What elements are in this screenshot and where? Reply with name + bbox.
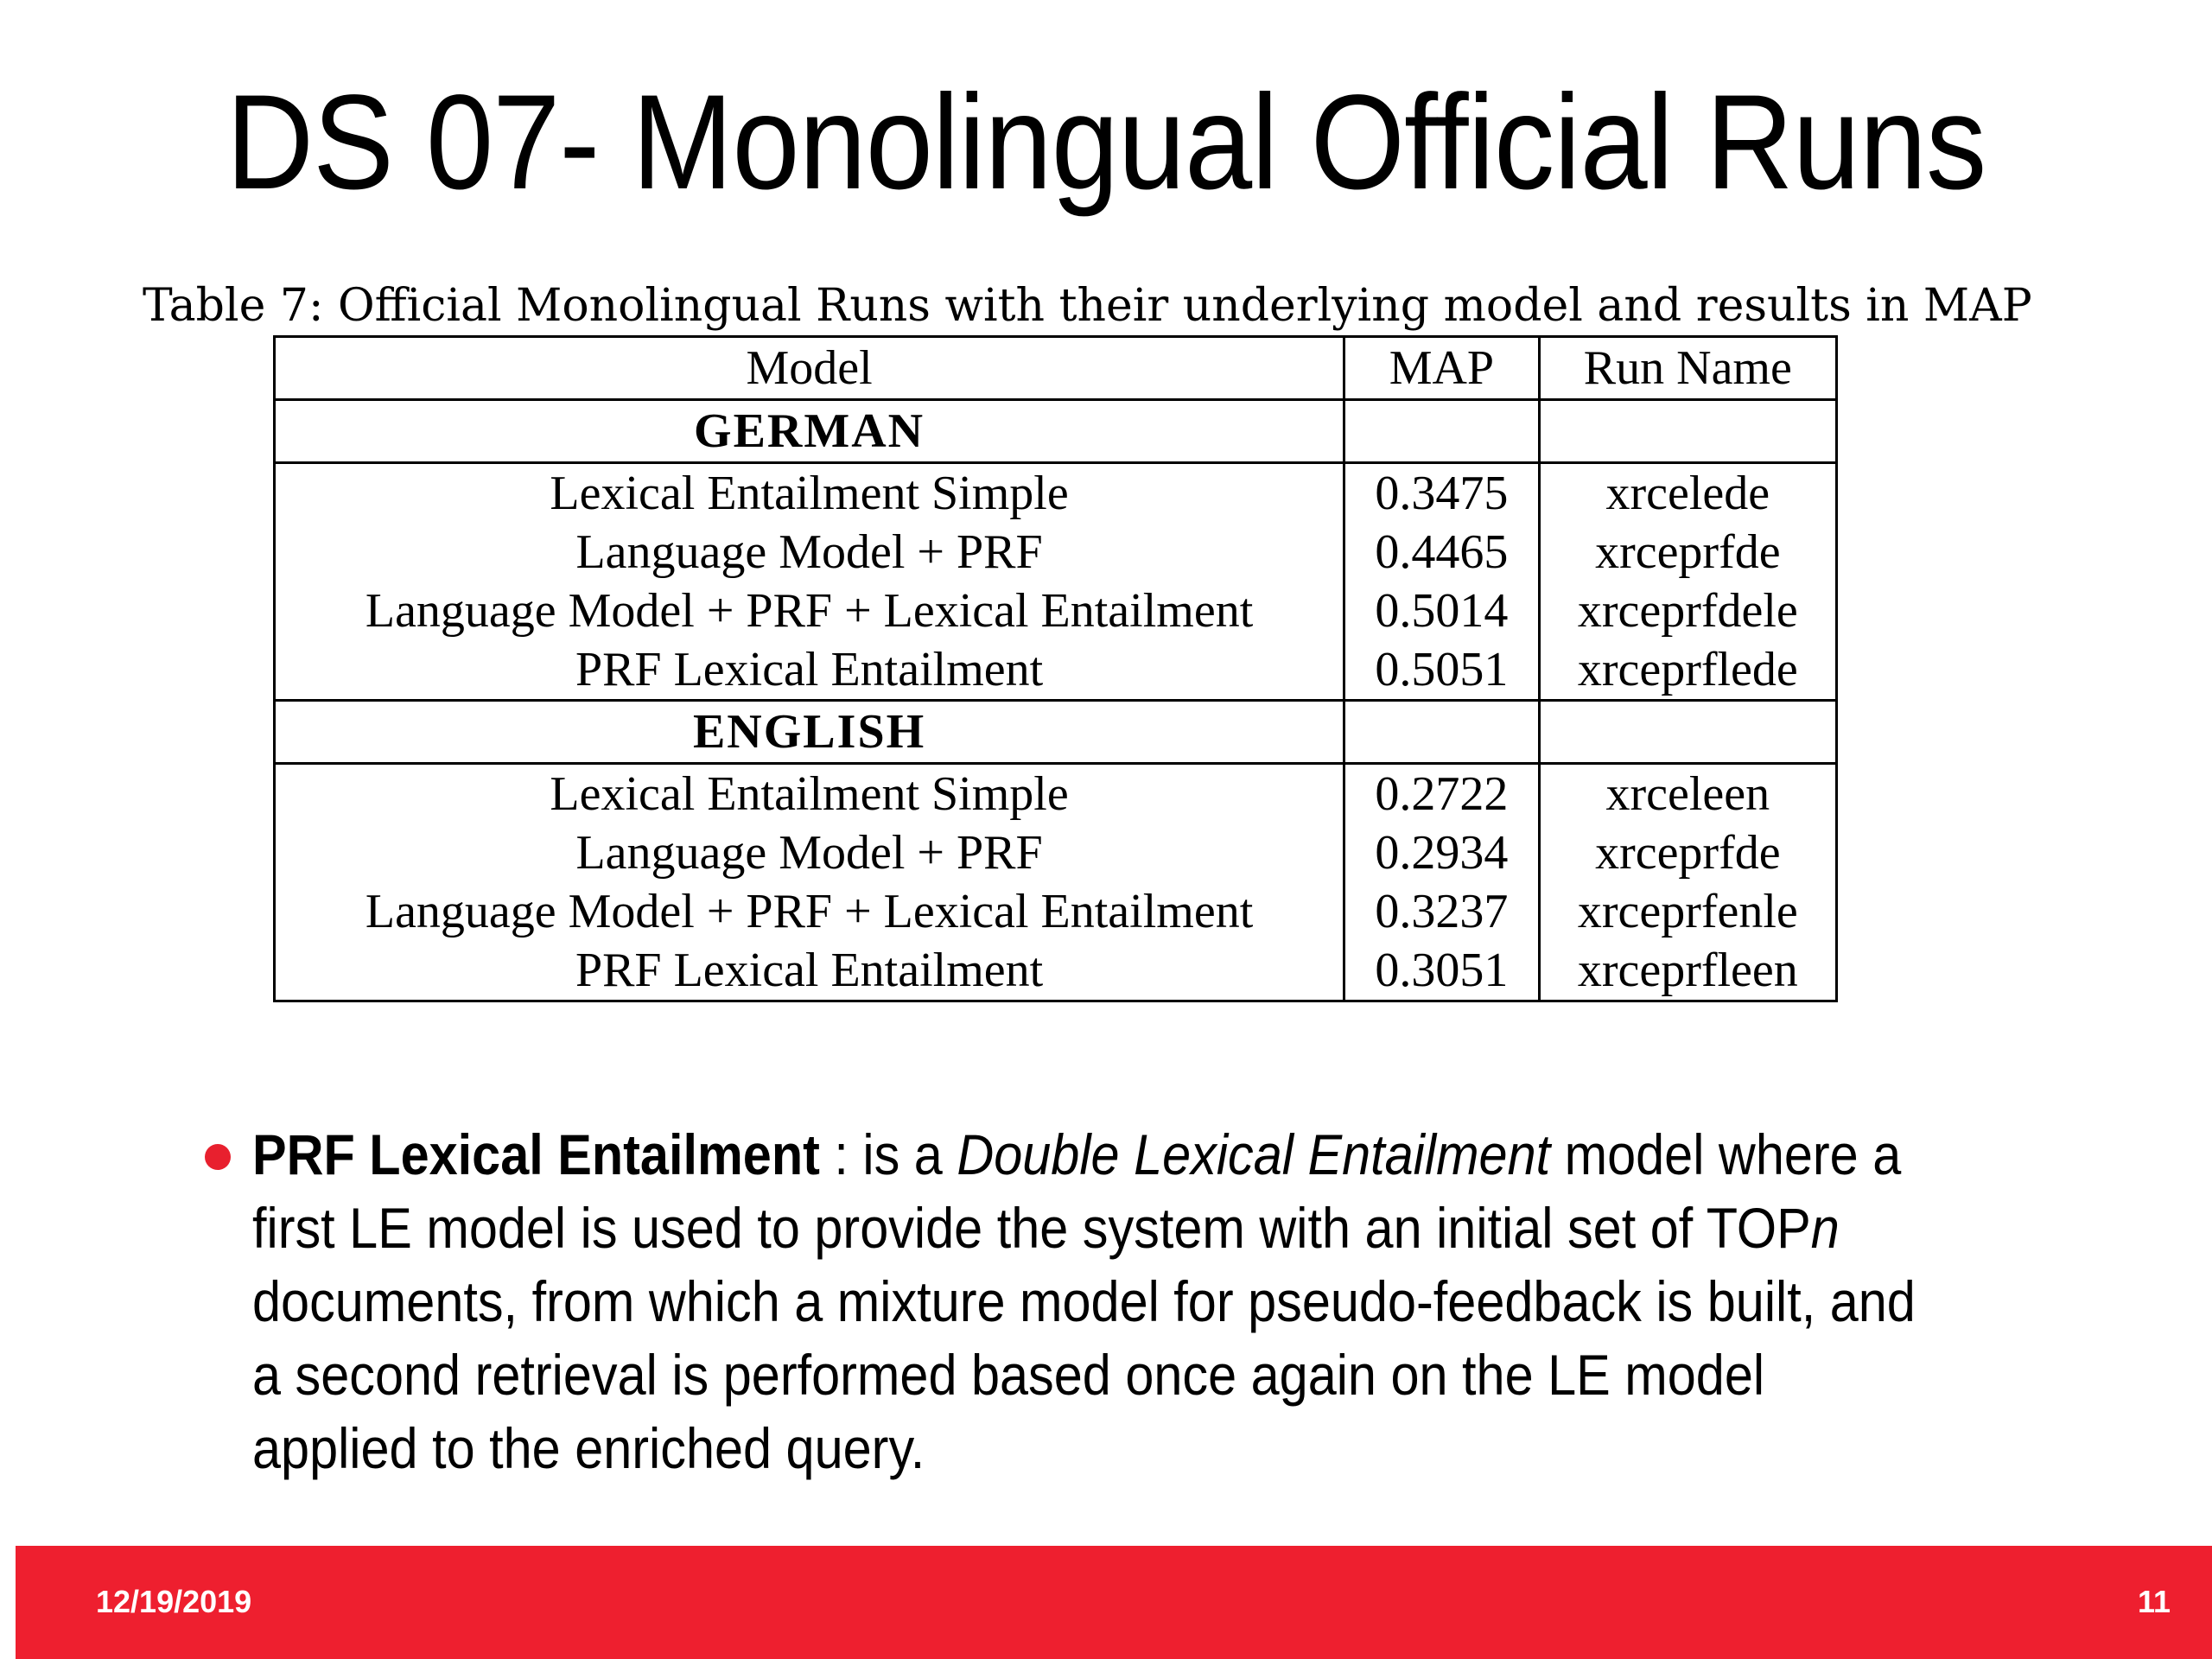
- footer-date: 12/19/2019: [96, 1584, 252, 1619]
- results-table: [273, 335, 1838, 1002]
- section-label: ENGLISH: [275, 701, 1344, 764]
- map-cell: 0.4465: [1344, 523, 1540, 582]
- slide-title: DS 07- Monolingual Official Runs: [226, 67, 1986, 218]
- run-cell: xrcelede: [1539, 463, 1836, 524]
- run-cell: xrceprfde: [1539, 823, 1836, 882]
- run-cell: xrceprfleen: [1539, 941, 1836, 1001]
- map-cell: 0.2934: [1344, 823, 1540, 882]
- run-cell: xrceprfenle: [1539, 882, 1836, 941]
- run-cell: xrceprfde: [1539, 523, 1836, 582]
- run-cell: xrceleen: [1539, 764, 1836, 824]
- bullet-italic-phrase: Double Lexical Entailment: [957, 1122, 1551, 1186]
- model-cell: Lexical Entailment Simple: [275, 463, 1344, 524]
- map-cell: 0.2722: [1344, 764, 1540, 824]
- model-cell: Language Model + PRF: [275, 823, 1344, 882]
- model-cell: Language Model + PRF + Lexical Entailment: [275, 582, 1344, 640]
- map-cell: 0.5051: [1344, 640, 1540, 701]
- model-cell: Lexical Entailment Simple: [275, 764, 1344, 824]
- model-cell: PRF Lexical Entailment: [275, 941, 1344, 1001]
- table-header-row: [275, 337, 1837, 400]
- table-row: [275, 463, 1837, 524]
- model-cell: PRF Lexical Entailment: [275, 640, 1344, 701]
- page-number: 11: [2137, 1584, 2171, 1619]
- bullet-text-a: model where a first LE model is used to provide the system with an initial set of TOP: [252, 1122, 1902, 1260]
- header-run-name: Run Name: [1539, 337, 1836, 400]
- header-map: MAP: [1344, 337, 1540, 400]
- footer-bar: [16, 1546, 2212, 1659]
- bullet-italic-n: n: [1810, 1196, 1840, 1260]
- run-cell: xrceprflede: [1539, 640, 1836, 701]
- bullet-term: PRF Lexical Entailment: [252, 1122, 820, 1186]
- run-cell: xrceprfdele: [1539, 582, 1836, 640]
- bullet-text: [252, 1118, 1924, 1485]
- section-row-german: [275, 400, 1837, 463]
- map-cell: 0.3237: [1344, 882, 1540, 941]
- bullet-separator: : is a: [819, 1122, 957, 1186]
- table-row: [275, 882, 1837, 941]
- table-caption: Table 7: Official Monolingual Runs with their underlying model and results in MAP: [143, 280, 2032, 332]
- model-cell: Language Model + PRF + Lexical Entailment: [275, 882, 1344, 941]
- table-row: [275, 582, 1837, 640]
- section-label: GERMAN: [275, 400, 1344, 463]
- bullet-text-b: documents, from which a mixture model for pseudo-feedback is built, and a second retrieval is performed based once again on the LE model applied to the enriched query.: [252, 1269, 1916, 1480]
- table-row: [275, 764, 1837, 824]
- map-cell: 0.5014: [1344, 582, 1540, 640]
- table-row: [275, 823, 1837, 882]
- map-cell: 0.3475: [1344, 463, 1540, 524]
- table-row: [275, 523, 1837, 582]
- section-row-english: [275, 701, 1837, 764]
- table-row: [275, 640, 1837, 701]
- bullet-dot-icon: [205, 1144, 231, 1170]
- map-cell: 0.3051: [1344, 941, 1540, 1001]
- header-model: Model: [275, 337, 1344, 400]
- table-row: [275, 941, 1837, 1001]
- model-cell: Language Model + PRF: [275, 523, 1344, 582]
